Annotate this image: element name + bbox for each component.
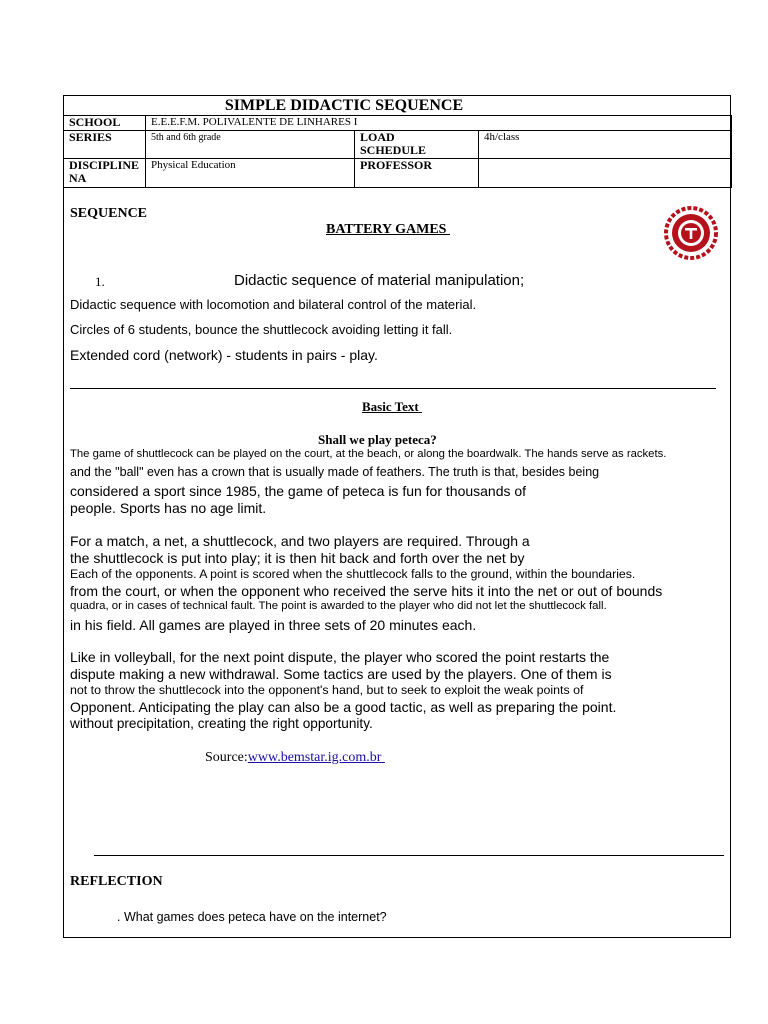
divider-rule	[70, 388, 716, 389]
text-line: and the "ball" even has a crown that is usually made of feathers. The truth is that, besides being	[70, 465, 600, 479]
text-line: dispute making a new withdrawal. Some tactics are used by the players. One of them is	[70, 666, 612, 682]
header-table	[63, 115, 732, 188]
school-label: SCHOOL	[64, 116, 146, 131]
reflection-label: REFLECTION	[70, 874, 163, 889]
text-line: without precipitation, creating the right opportunity.	[70, 716, 373, 731]
text-line: considered a sport since 1985, the game of peteca is fun for thousands of	[70, 483, 527, 499]
load-schedule-value: 4h/class	[479, 131, 732, 159]
text-line: the shuttlecock is put into play; it is then hit back and forth over the net by	[70, 550, 525, 566]
text-line: For a match, a net, a shuttlecock, and two players are required. Through a	[70, 533, 530, 549]
text-line: quadra, or in cases of technical fault. The point is awarded to the player who did not let the shuttlecock fall.	[70, 600, 607, 612]
basic-text-heading: Basic Text	[362, 399, 419, 414]
sequence-label: SEQUENCE	[70, 206, 148, 221]
page-title: SIMPLE DIDACTIC SEQUENCE	[224, 97, 464, 114]
sequence-heading: BATTERY GAMES	[326, 222, 447, 237]
series-value: 5th and 6th grade	[146, 131, 355, 159]
school-value: E.E.E.F.M. POLIVALENTE DE LINHARES I	[146, 116, 732, 131]
series-label: SERIES	[64, 131, 146, 159]
source-line	[205, 750, 393, 766]
discipline-value: Physical Education	[146, 159, 355, 188]
sequence-line-3: Circles of 6 students, bounce the shuttlecock avoiding letting it fall.	[70, 322, 453, 337]
text-line: from the court, or when the opponent who received the serve hits it into the net or out of bounds	[70, 583, 663, 599]
divider-rule	[94, 855, 724, 856]
reflection-question: . What games does peteca have on the internet?	[117, 910, 387, 924]
professor-value	[479, 159, 732, 188]
discipline-label: DISCIPLINE NA	[64, 159, 146, 188]
sequence-line-2: Didactic sequence with locomotion and bilateral control of the material.	[70, 297, 477, 312]
sequence-line-4: Extended cord (network) - students in pairs - play.	[70, 347, 378, 363]
source-label: Source:	[205, 750, 248, 765]
load-schedule-label: LOAD SCHEDULE	[355, 131, 479, 159]
text-line: The game of shuttlecock can be played on the court, at the beach, or along the boardwalk. The hands serve as rackets.	[70, 448, 667, 460]
sequence-item-number: 1.	[95, 274, 105, 289]
school-seal-icon	[660, 206, 722, 260]
text-line: Opponent. Anticipating the play can also be a good tactic, as well as preparing the point.	[70, 699, 617, 715]
sequence-item-text: Didactic sequence of material manipulation;	[234, 272, 525, 289]
text-line: people. Sports has no age limit.	[70, 500, 267, 516]
text-line: not to throw the shuttlecock into the opponent's hand, but to seek to exploit the weak points of	[70, 683, 584, 697]
text-line: in his field. All games are played in three sets of 20 minutes each.	[70, 617, 477, 633]
basic-text-subtitle: Shall we play peteca?	[318, 432, 437, 447]
professor-label: PROFESSOR	[355, 159, 479, 188]
source-link[interactable]: www.bemstar.ig.com.br	[247, 750, 382, 765]
text-line: Like in volleyball, for the next point dispute, the player who scored the point restarts the	[70, 649, 610, 665]
text-line: Each of the opponents. A point is scored when the shuttlecock falls to the ground, within the boundaries.	[70, 567, 636, 581]
